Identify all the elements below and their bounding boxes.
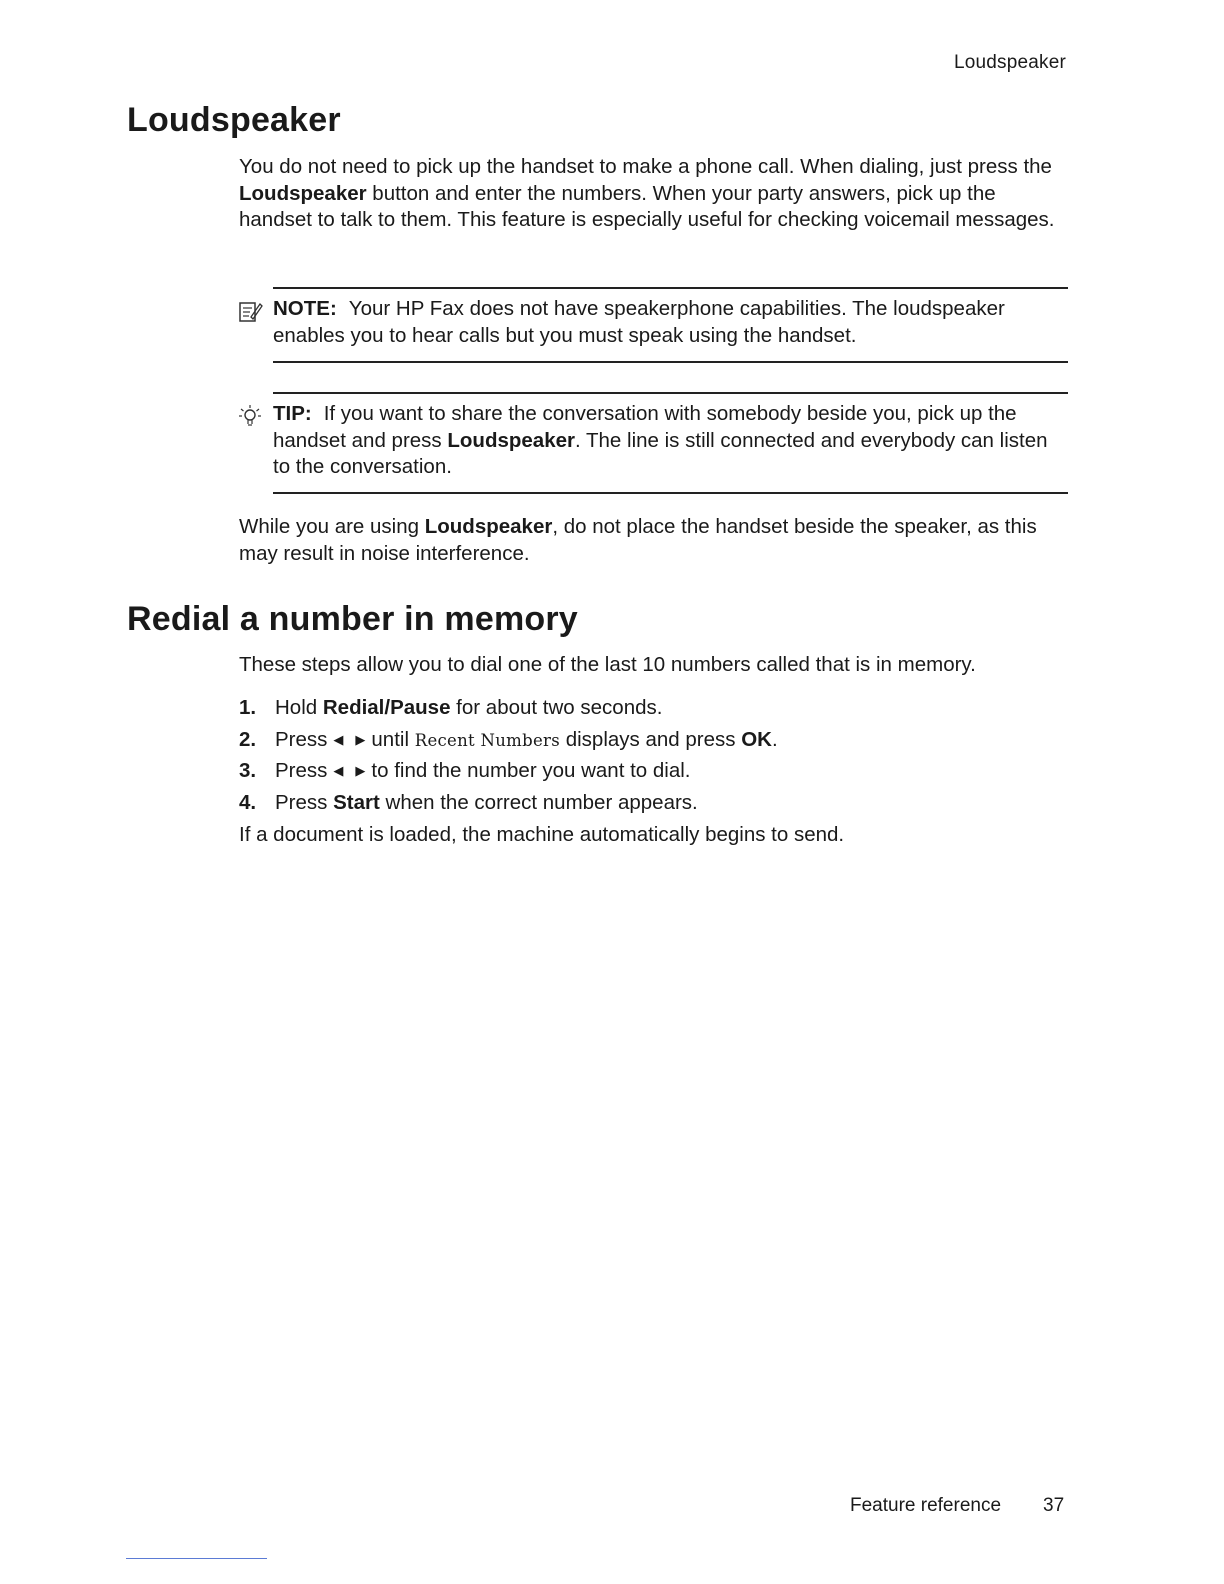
note-callout <box>273 287 1068 363</box>
left-arrow-icon: ◀ <box>333 763 344 778</box>
footer-rule <box>126 1558 267 1559</box>
loudspeaker-term: Loudspeaker <box>424 515 553 538</box>
step-item: 1. Hold Redial/Pause for about two seconds. <box>239 695 1069 727</box>
tip-lightbulb-icon <box>237 403 263 429</box>
redial-pause-key: Redial/Pause <box>322 696 451 719</box>
loudspeaker-warning: While you are using Loudspeaker, do not place the handset beside the speaker, as this may result in noise interference. <box>239 515 1037 565</box>
running-header: Loudspeaker <box>953 52 1066 73</box>
right-arrow-icon: ▶ <box>355 763 366 778</box>
display-text: Recent Numbers <box>414 730 561 750</box>
loudspeaker-term: Loudspeaker <box>239 181 367 205</box>
step-item: 2. Press ◀ ▶ until Recent Numbers displays and press OK. <box>239 727 1069 759</box>
start-key: Start <box>333 790 380 814</box>
step-number: 4. <box>239 790 257 814</box>
tip-callout: TIP: If you want to share the conversation with somebody beside you, pick up the handset and press Loudspeaker. The line is still connected and everybody can listen to the conversation. <box>273 392 1068 494</box>
note-text: Your HP Fax does not have speakerphone capabilities. The loudspeaker enables you to hear calls but you must speak using the handset. <box>273 297 1005 347</box>
section-title-redial: Redial a number in memory <box>127 600 578 638</box>
step-item: 4. Press Start when the correct number appears. <box>239 790 1069 822</box>
note-icon <box>237 298 263 324</box>
left-arrow-icon: ◀ <box>333 731 344 747</box>
right-arrow-icon: ▶ <box>355 731 366 747</box>
section-title-loudspeaker: Loudspeaker <box>127 101 341 139</box>
step-number: 2. <box>239 727 257 751</box>
redial-steps <box>239 695 1069 821</box>
redial-closing: If a document is loaded, the machine automatically begins to send. <box>239 823 845 846</box>
tip-label: TIP: <box>273 402 312 425</box>
step-item: 3. Press ◀ ▶ to find the number you want to dial. <box>239 758 1069 790</box>
redial-intro: These steps allow you to dial one of the last 10 numbers called that is in memory. <box>239 653 976 676</box>
note-label: NOTE: <box>273 297 337 320</box>
loudspeaker-term: Loudspeaker <box>447 428 575 452</box>
step-number: 1. <box>239 696 257 719</box>
footer-section-label: Feature reference <box>850 1495 1002 1516</box>
page-number: 37 <box>1043 1495 1065 1516</box>
step-number: 3. <box>239 759 257 782</box>
loudspeaker-intro: You do not need to pick up the handset to make a phone call. When dialing, just press the Loudspeaker button and enter the numbers. When your party answers, pick up the handset to talk to them. This feature is especially useful for checking voicemail messages. <box>239 155 1055 231</box>
ok-key: OK <box>741 727 772 751</box>
